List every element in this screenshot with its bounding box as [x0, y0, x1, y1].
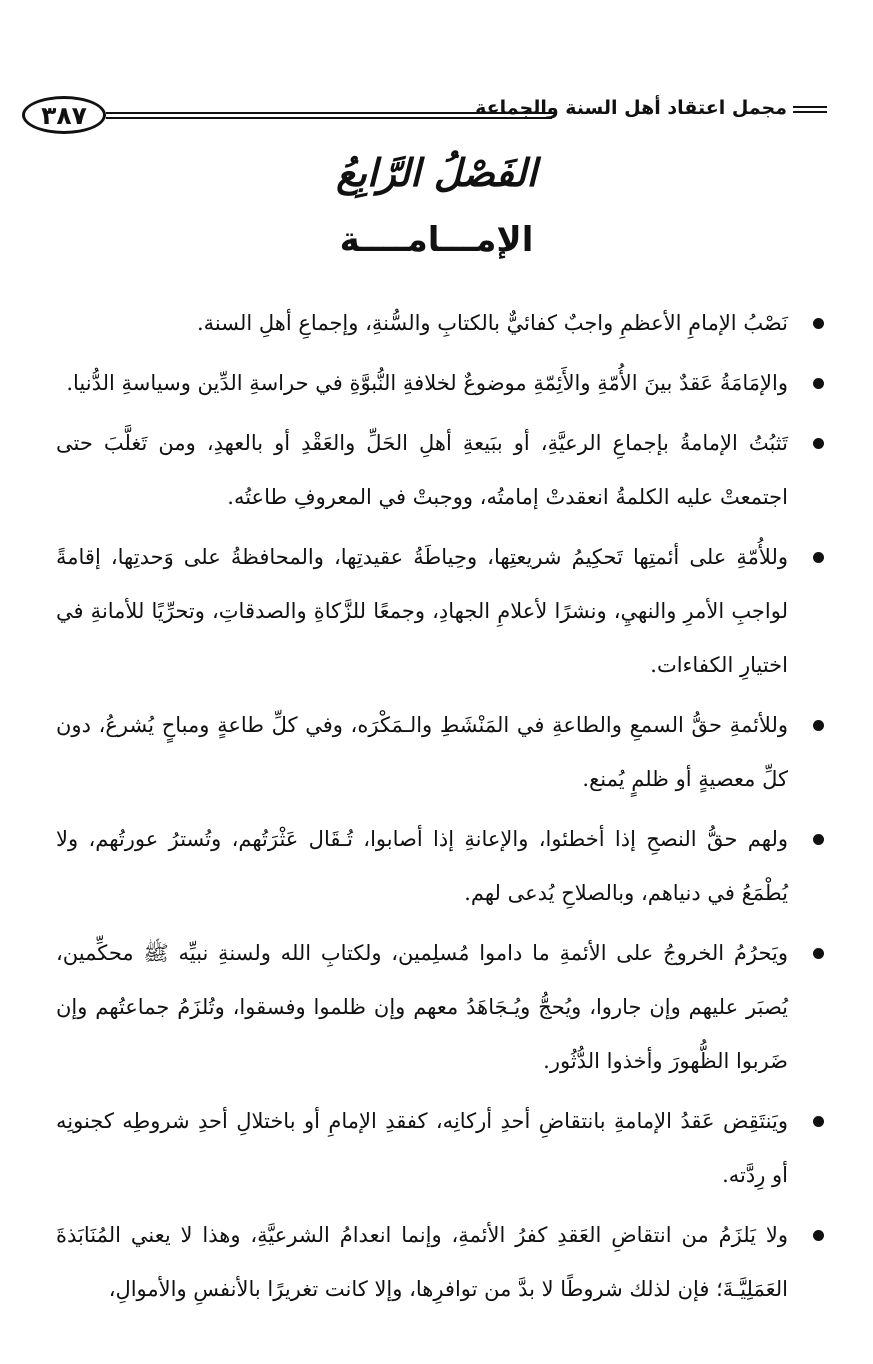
paragraph-text: ويَحرُمُ الخروجُ على الأئمةِ ما داموا مُسلِمين، ولكتابِ الله ولسنةِ نبيِّه ﷺ محكِّمين، يُصبَر عليهم وإن جاروا، ويُحجُّ ويُـجَاهَدُ معهم وإن ظلموا وفسقوا، وتُلزَمُ جماعتُهم وإن ضَربوا الظُّهورَ وأخذوا الدُّثُور.: [56, 941, 788, 1073]
bullet-icon: [813, 1116, 824, 1127]
header-rule-short: [793, 106, 827, 113]
paragraph-text: وللأئمةِ حقُّ السمعِ والطاعةِ في المَنْشَطِ والـمَكْرَه، وفي كلِّ طاعةٍ ومباحٍ يُشرعُ، دون كلِّ معصيةٍ أو ظلمٍ يُمنع.: [56, 713, 788, 791]
paragraph-text: ولا يَلزَمُ من انتقاضِ العَقدِ كفرُ الأئمةِ، وإنما انعدامُ الشرعيَّةِ، وهذا لا يعني المُنَابَذةَ العَمَلِيَّـةَ؛ فإن لذلك شروطًا لا بدَّ من توافرِها، وإلا كانت تغريرًا بالأنفسِ والأموالِ،: [56, 1223, 788, 1301]
paragraph-text: ويَنتَقِض عَقدُ الإمامةِ بانتقاضِ أحدِ أركانِه، كفقدِ الإمامِ أو باختلالِ أحدِ شروطِه كجنونِه أو رِدَّته.: [56, 1109, 788, 1187]
list-item: [56, 530, 828, 692]
bullet-icon: [813, 720, 824, 731]
list-item: [56, 926, 828, 1088]
list-item: [56, 698, 828, 806]
paragraph-text: تَثبُتُ الإمامةُ بإجماعِ الرعيَّةِ، أو ببَيعةِ أهلِ الحَلِّ والعَقْدِ أو بالعهدِ، ومن تَغلَّبَ حتى اجتمعتْ عليه الكلمةُ انعقدتْ إمامتُه، ووجبتْ في المعروفِ طاعتُه.: [56, 431, 788, 509]
section-title: الإمـــامــــة: [339, 220, 534, 260]
list-item: [56, 812, 828, 920]
list-item: [56, 1094, 828, 1202]
paragraph-text: نَصْبُ الإمامِ الأعظمِ واجبٌ كفائيٌّ بالكتابِ والسُّنةِ، وإجماعِ أهلِ السنة.: [196, 311, 788, 335]
page-number: ٣٨٧: [22, 96, 106, 134]
book-title: مجمل اعتقاد أهل السنة والجماعة: [475, 97, 787, 119]
list-item: [56, 356, 828, 410]
main-text: [56, 296, 828, 1322]
list-item: [56, 1208, 828, 1316]
bullet-icon: [813, 318, 824, 329]
bullet-icon: [813, 552, 824, 563]
bullet-icon: [813, 834, 824, 845]
bullet-icon: [813, 948, 824, 959]
bullet-icon: [813, 378, 824, 389]
list-item: [56, 296, 828, 350]
paragraph-text: وللأُمّةِ على أئمتِها تَحكِيمُ شريعتِها، وحِياطَةُ عقيدتِها، والمحافظةُ على وَحدتِها، إقامةً لواجبِ الأمرِ والنهيِ، ونشرًا لأعلامِ الجهادِ، وجمعًا للزَّكاةِ والصدقاتِ، وتحرِّيًا للأمانةِ في اختيارِ الكفاءات.: [56, 545, 788, 677]
paragraph-text: ولهم حقُّ النصحِ إذا أخطئوا، والإعانةِ إذا أصابوا، تُـقَال عَثْرَتُهم، وتُسترُ عورتُهم، ولا يُطْمَعُ في دنياهم، وبالصلاحِ يُدعى لهم.: [56, 827, 788, 905]
chapter-title: الفَصْلُ الرَّابِعُ: [336, 150, 537, 195]
bullet-icon: [813, 438, 824, 449]
bullet-icon: [813, 1230, 824, 1241]
page-header: [22, 94, 827, 138]
list-item: [56, 416, 828, 524]
paragraph-text: والإمَامَةُ عَقدٌ بينَ الأُمّةِ والأَئِمّةِ موضوعٌ لخلافةِ النُّبوَّةِ في حراسةِ الدِّين وسياسةِ الدُّنيا.: [66, 371, 788, 395]
